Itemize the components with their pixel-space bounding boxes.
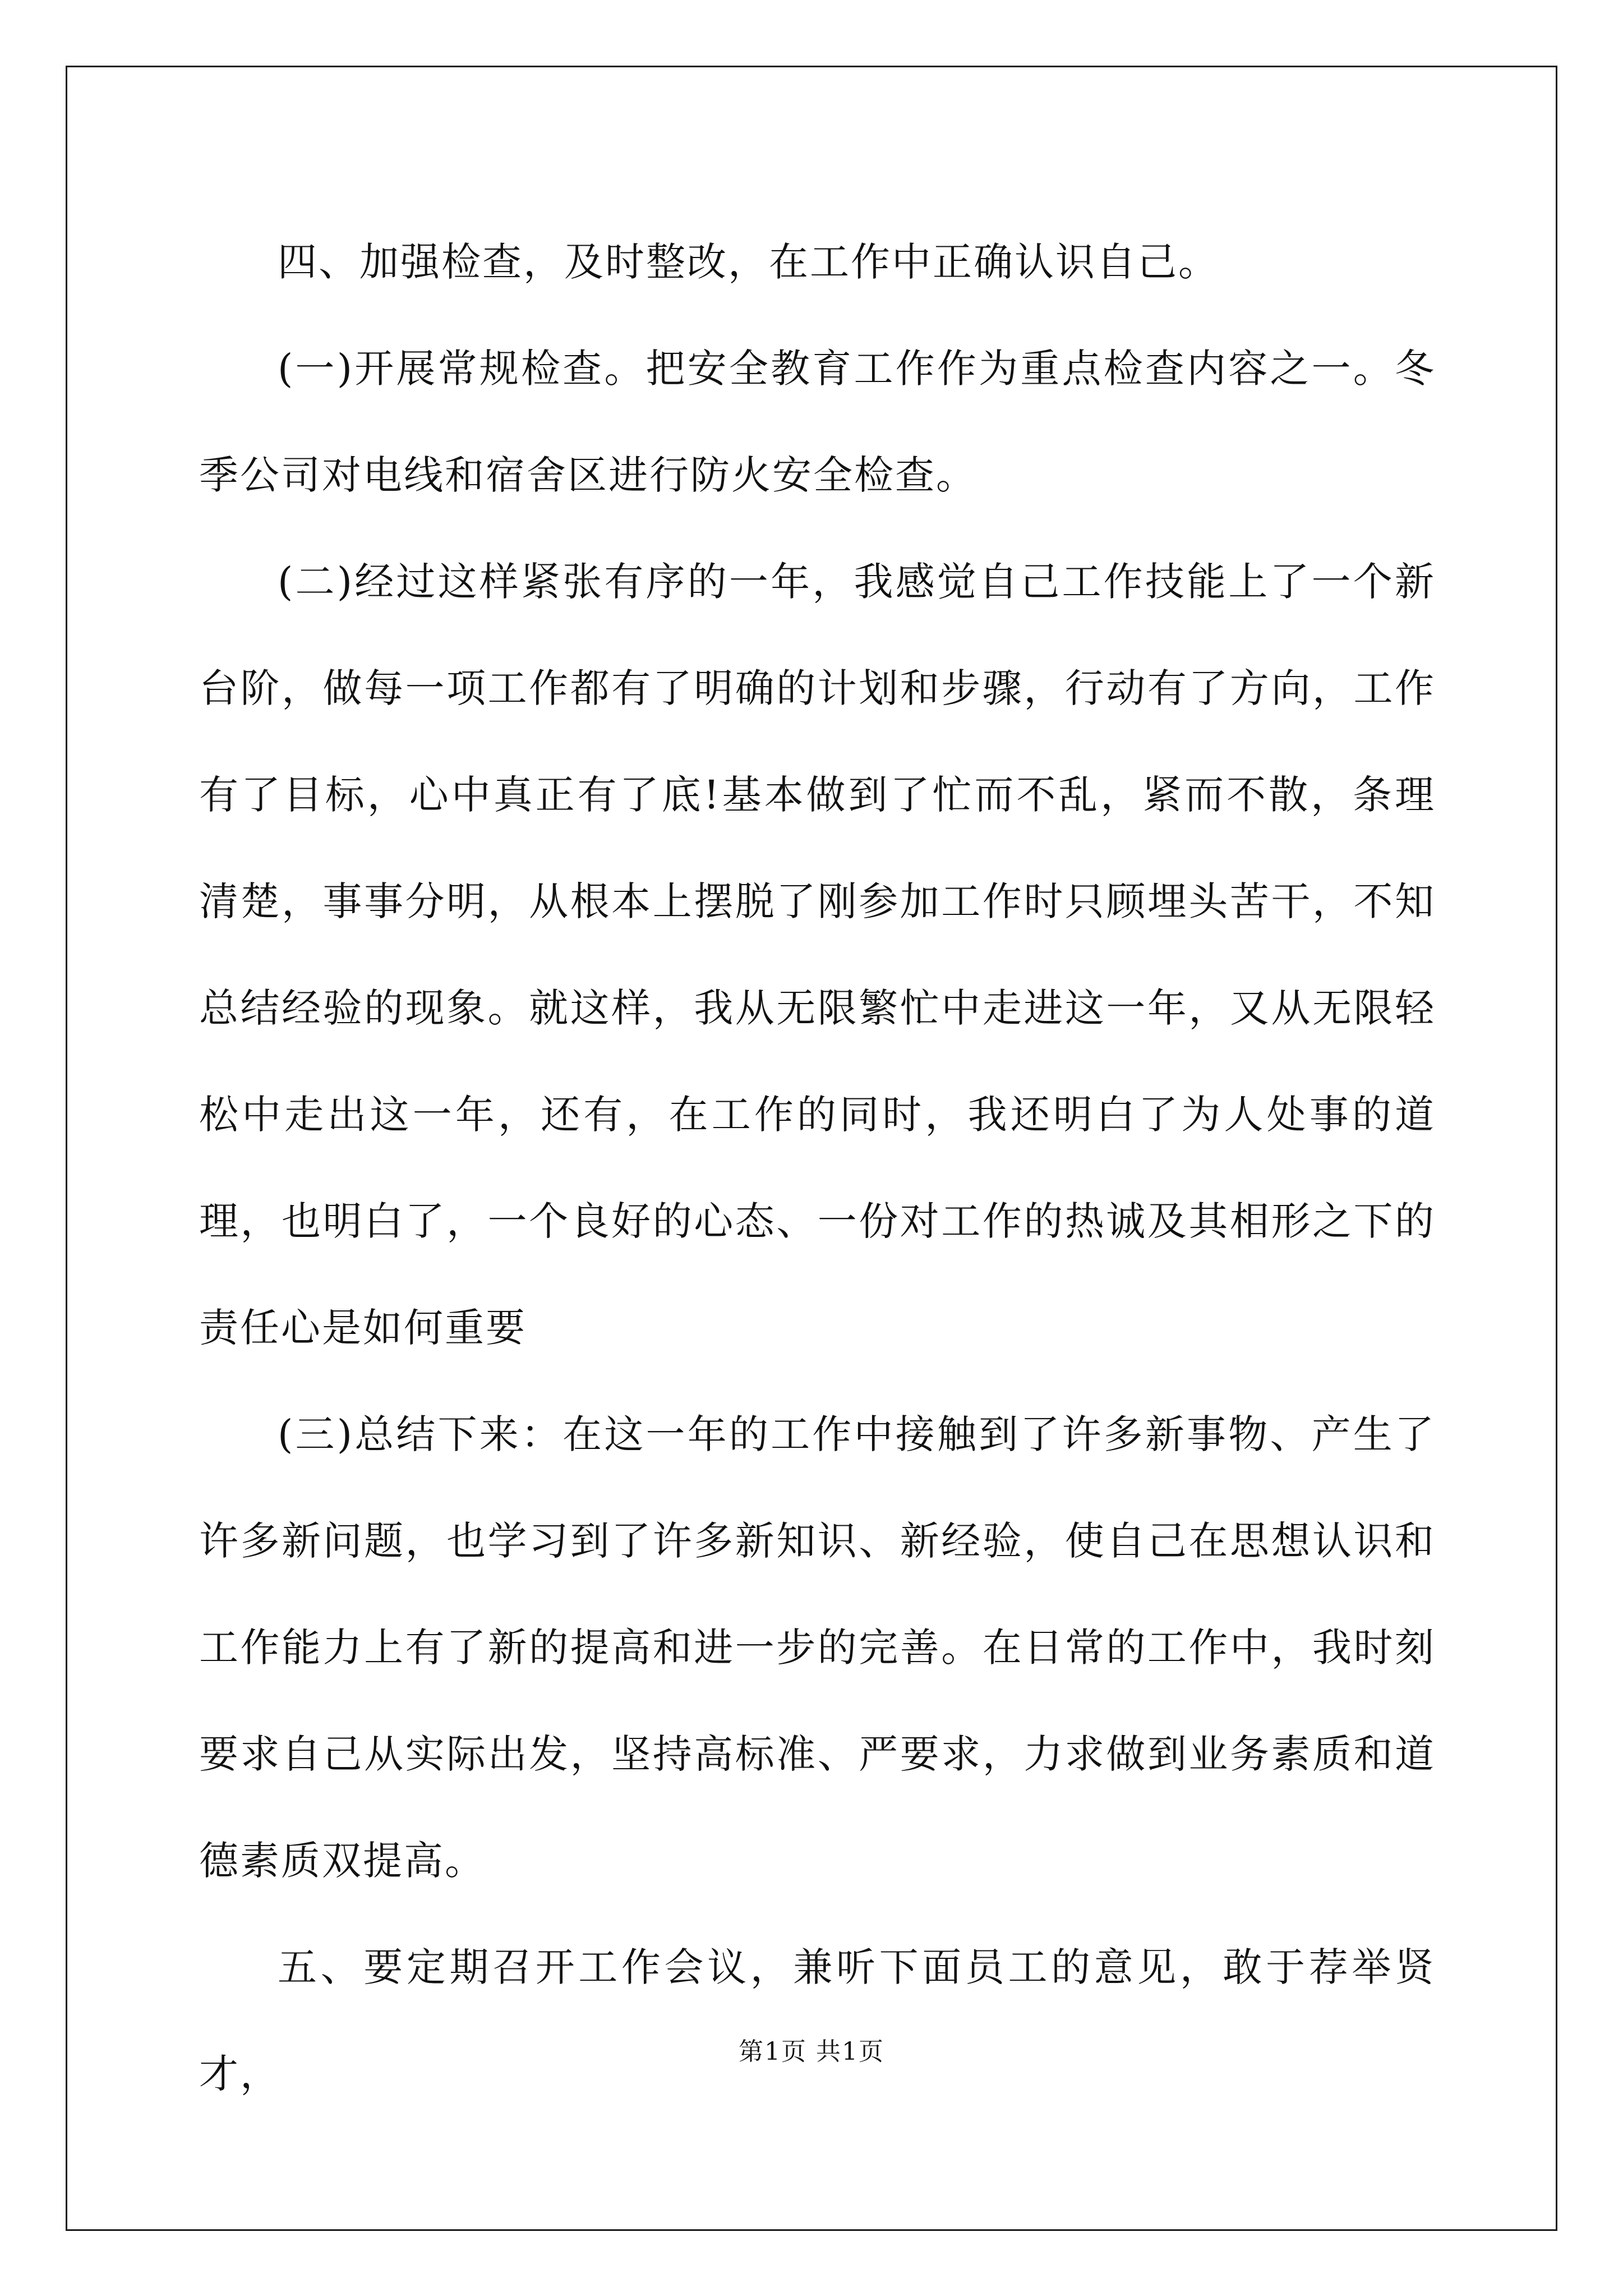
- paragraph-item-three: (三)总结下来：在这一年的工作中接触到了许多新事物、产生了许多新问题，也学习到了许多新知识、新经验，使自己在思想认识和工作能力上有了新的提高和进一步的完善。在日常的工作中，我时刻要求自己从实际出发，坚持高标准、严要求，力求做到业务素质和道德素质双提高。: [199, 1411, 1436, 1884]
- page-footer: 第1页 共1页: [739, 2037, 884, 2066]
- paragraph-section-five: 五、要定期召开工作会议，兼听下面员工的意见，敢于荐举贤才，: [199, 1944, 1436, 2097]
- paragraph-section-four: 四、加强检查，及时整改，在工作中正确认识自己。: [278, 239, 1219, 285]
- paragraph-item-one: (一)开展常规检查。把安全教育工作作为重点检查内容之一。冬季公司对电线和宿舍区进行防火安全检查。: [199, 346, 1436, 498]
- paragraph-item-two: (二)经过这样紧张有序的一年，我感觉自己工作技能上了一个新台阶，做每一项工作都有了明确的计划和步骤，行动有了方向，工作有了目标，心中真正有了底!基本做到了忙而不乱，紧而不散，条理清楚，事事分明，从根本上摆脱了刚参加工作时只顾埋头苦干，不知总结经验的现象。就这样，我从无限繁忙中走进这一年，又从无限轻松中走出这一年，还有，在工作的同时，我还明白了为人处事的道理，也明白了，一个良好的心态、一份对工作的热诚及其相形之下的责任心是如何重要: [199, 559, 1436, 1351]
- document-body: [199, 209, 1436, 2127]
